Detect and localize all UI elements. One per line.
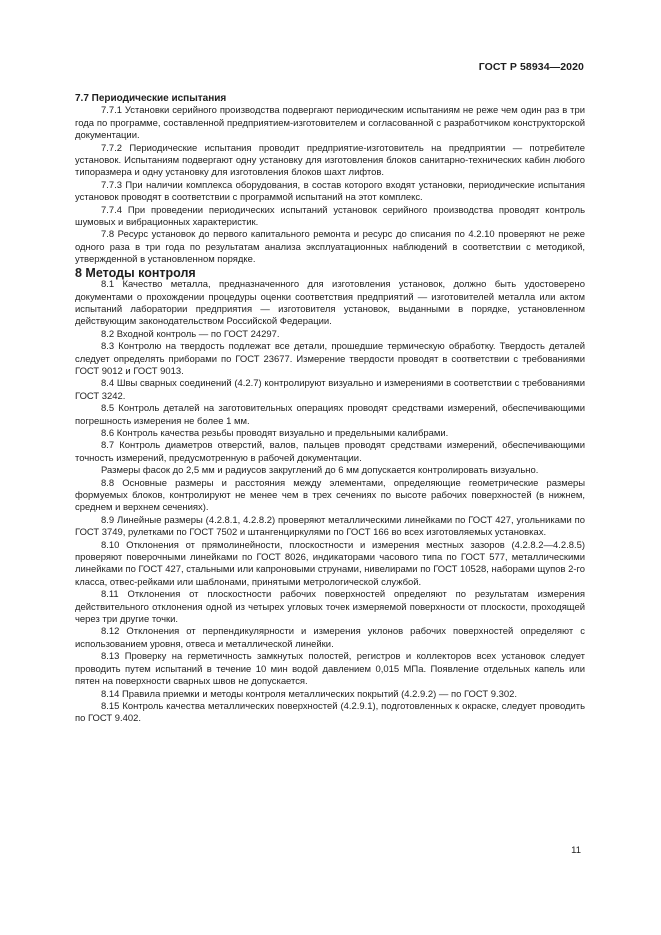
paragraph-8-7: 8.7 Контроль диаметров отверстий, валов, пальцев проводят средствами измерений, обеспечивающими точность измерений, предусмотренную в рабочей документации.: [75, 440, 585, 464]
paragraph-8-6: 8.6 Контроль качества резьбы проводят визуально и предельными калибрами.: [101, 427, 449, 439]
paragraph-8-5: 8.5 Контроль деталей на заготовительных операциях проводят средствами измерений, обеспечивающими погрешность измерения не более 1 мм.: [75, 403, 585, 427]
paragraph-8-12: 8.12 Отклонения от перпендикулярности и измерения уклонов рабочих поверхностей определяют с использованием уровня, отвеса и металлической линейки.: [75, 626, 585, 650]
paragraph-8-13: 8.13 Проверку на герметичность замкнутых полостей, регистров и коллекторов всех установок следует проводить путем испытаний в течение 10 мин водой давлением 0,015 МПа. Появление отдельных капель или пятен на поверхности сварных швов не допускается.: [75, 651, 585, 688]
paragraph-7-8: 7.8 Ресурс установок до первого капитального ремонта и ресурс до списания по 4.2.10 проверяют не реже одного раза в три года по результатам анализа эксплуатационных наблюдений в соответствии с методикой, утвержденной в установленном порядке.: [75, 229, 585, 266]
paragraph-8-11: 8.11 Отклонения от плоскостности рабочих поверхностей определяют по результатам измерения действительного отклонения одной из четырех угловых точек измеряемой поверхности от плоскости, проходящей через три другие точки.: [75, 589, 585, 626]
paragraph-7-7-4: 7.7.4 При проведении периодических испытаний установок серийного производства проводят контроль шумовых и вибрационных характеристик.: [75, 204, 585, 229]
section-heading-8: 8 Методы контроля: [75, 265, 196, 280]
paragraph-8-2: 8.2 Входной контроль — по ГОСТ 24297.: [101, 328, 280, 340]
document-header: ГОСТ Р 58934—2020: [478, 61, 584, 73]
paragraph-8-7-note: Размеры фасок до 2,5 мм и радиусов закруглений до 6 мм допускается контролировать визуально.: [101, 465, 539, 477]
document-body: [75, 93, 585, 726]
paragraph-7-7-1: 7.7.1 Установки серийного производства подвергают периодическим испытаниям не реже чем один раз в три года по программе, составленной предприятием-изготовителем и согласованной с разработчиком конструкторской документации.: [75, 105, 585, 142]
page-number: 11: [571, 845, 581, 856]
section-heading-7-7: 7.7 Периодические испытания: [75, 93, 227, 104]
paragraph-8-3: 8.3 Контролю на твердость подлежат все детали, прошедшие термическую обработку. Твердость деталей следует определять приборами по ГОСТ 23677. Измерение твердости проводят в соответствии с требованиями ГОСТ 9012 и ГОСТ 9013.: [75, 341, 585, 377]
paragraph-8-9: 8.9 Линейные размеры (4.2.8.1, 4.2.8.2) проверяют металлическими линейками по ГОСТ 427, угольниками по ГОСТ 3749, рулетками по ГОСТ 7502 и штангенциркулями по ГОСТ 166 во всех изготовляемых установках.: [75, 514, 585, 539]
paragraph-8-15: 8.15 Контроль качества металлических поверхностей (4.2.9.1), подготовленных к окраске, следует проводить по ГОСТ 9.402.: [75, 700, 585, 725]
paragraph-8-1: 8.1 Качество металла, предназначенного для изготовления установок, должно быть удостоверено документами о прохождении процедуры оценки соответствия предприятий — изготовителей металла или актом испытаний лаборатории предприятия — изготовителя установок, выданными в порядке, установленном действующим законодательством Российской Федерации.: [75, 279, 585, 328]
paragraph-7-7-3: 7.7.3 При наличии комплекса оборудования, в состав которого входят установки, периодические испытания установок проводят в соответствии с программой испытаний на этот комплекс.: [75, 179, 585, 204]
paragraph-8-8: 8.8 Основные размеры и расстояния между элементами, определяющие геометрические размеры формуемых блоков, контролируют не менее чем в трех сечениях по высоте рабочих поверхностей (в нижнем, среднем и верхнем сечениях).: [75, 477, 585, 514]
paragraph-8-10: 8.10 Отклонения от прямолинейности, плоскостности и измерения местных зазоров (4.2.8.2—4.2.8.5) проверяют поверочными линейками по ГОСТ 8026, индикаторами часового типа по ГОСТ 577, металлическими линейками по ГОСТ 427, стальными или капроновыми струнами, нивелирами по ГОСТ 10528, наборами щупов 2-го класса, отвес-рейками или шаблонами, принятыми метрологической службой.: [75, 539, 585, 588]
paragraph-8-4: 8.4 Швы сварных соединений (4.2.7) контролируют визуально и измерениями в соответствии с требованиями ГОСТ 3242.: [75, 378, 585, 402]
paragraph-7-7-2: 7.7.2 Периодические испытания проводит предприятие-изготовитель на предприятии — потребителе установок. Испытаниям подвергают одну установку для изготовления блоков санитарно-технических кабин любого типоразмера и одну установку для изготовления блоков шахт лифтов.: [75, 142, 585, 179]
paragraph-8-14: 8.14 Правила приемки и методы контроля металлических покрытий (4.2.9.2) — по ГОСТ 9.302.: [101, 688, 518, 700]
